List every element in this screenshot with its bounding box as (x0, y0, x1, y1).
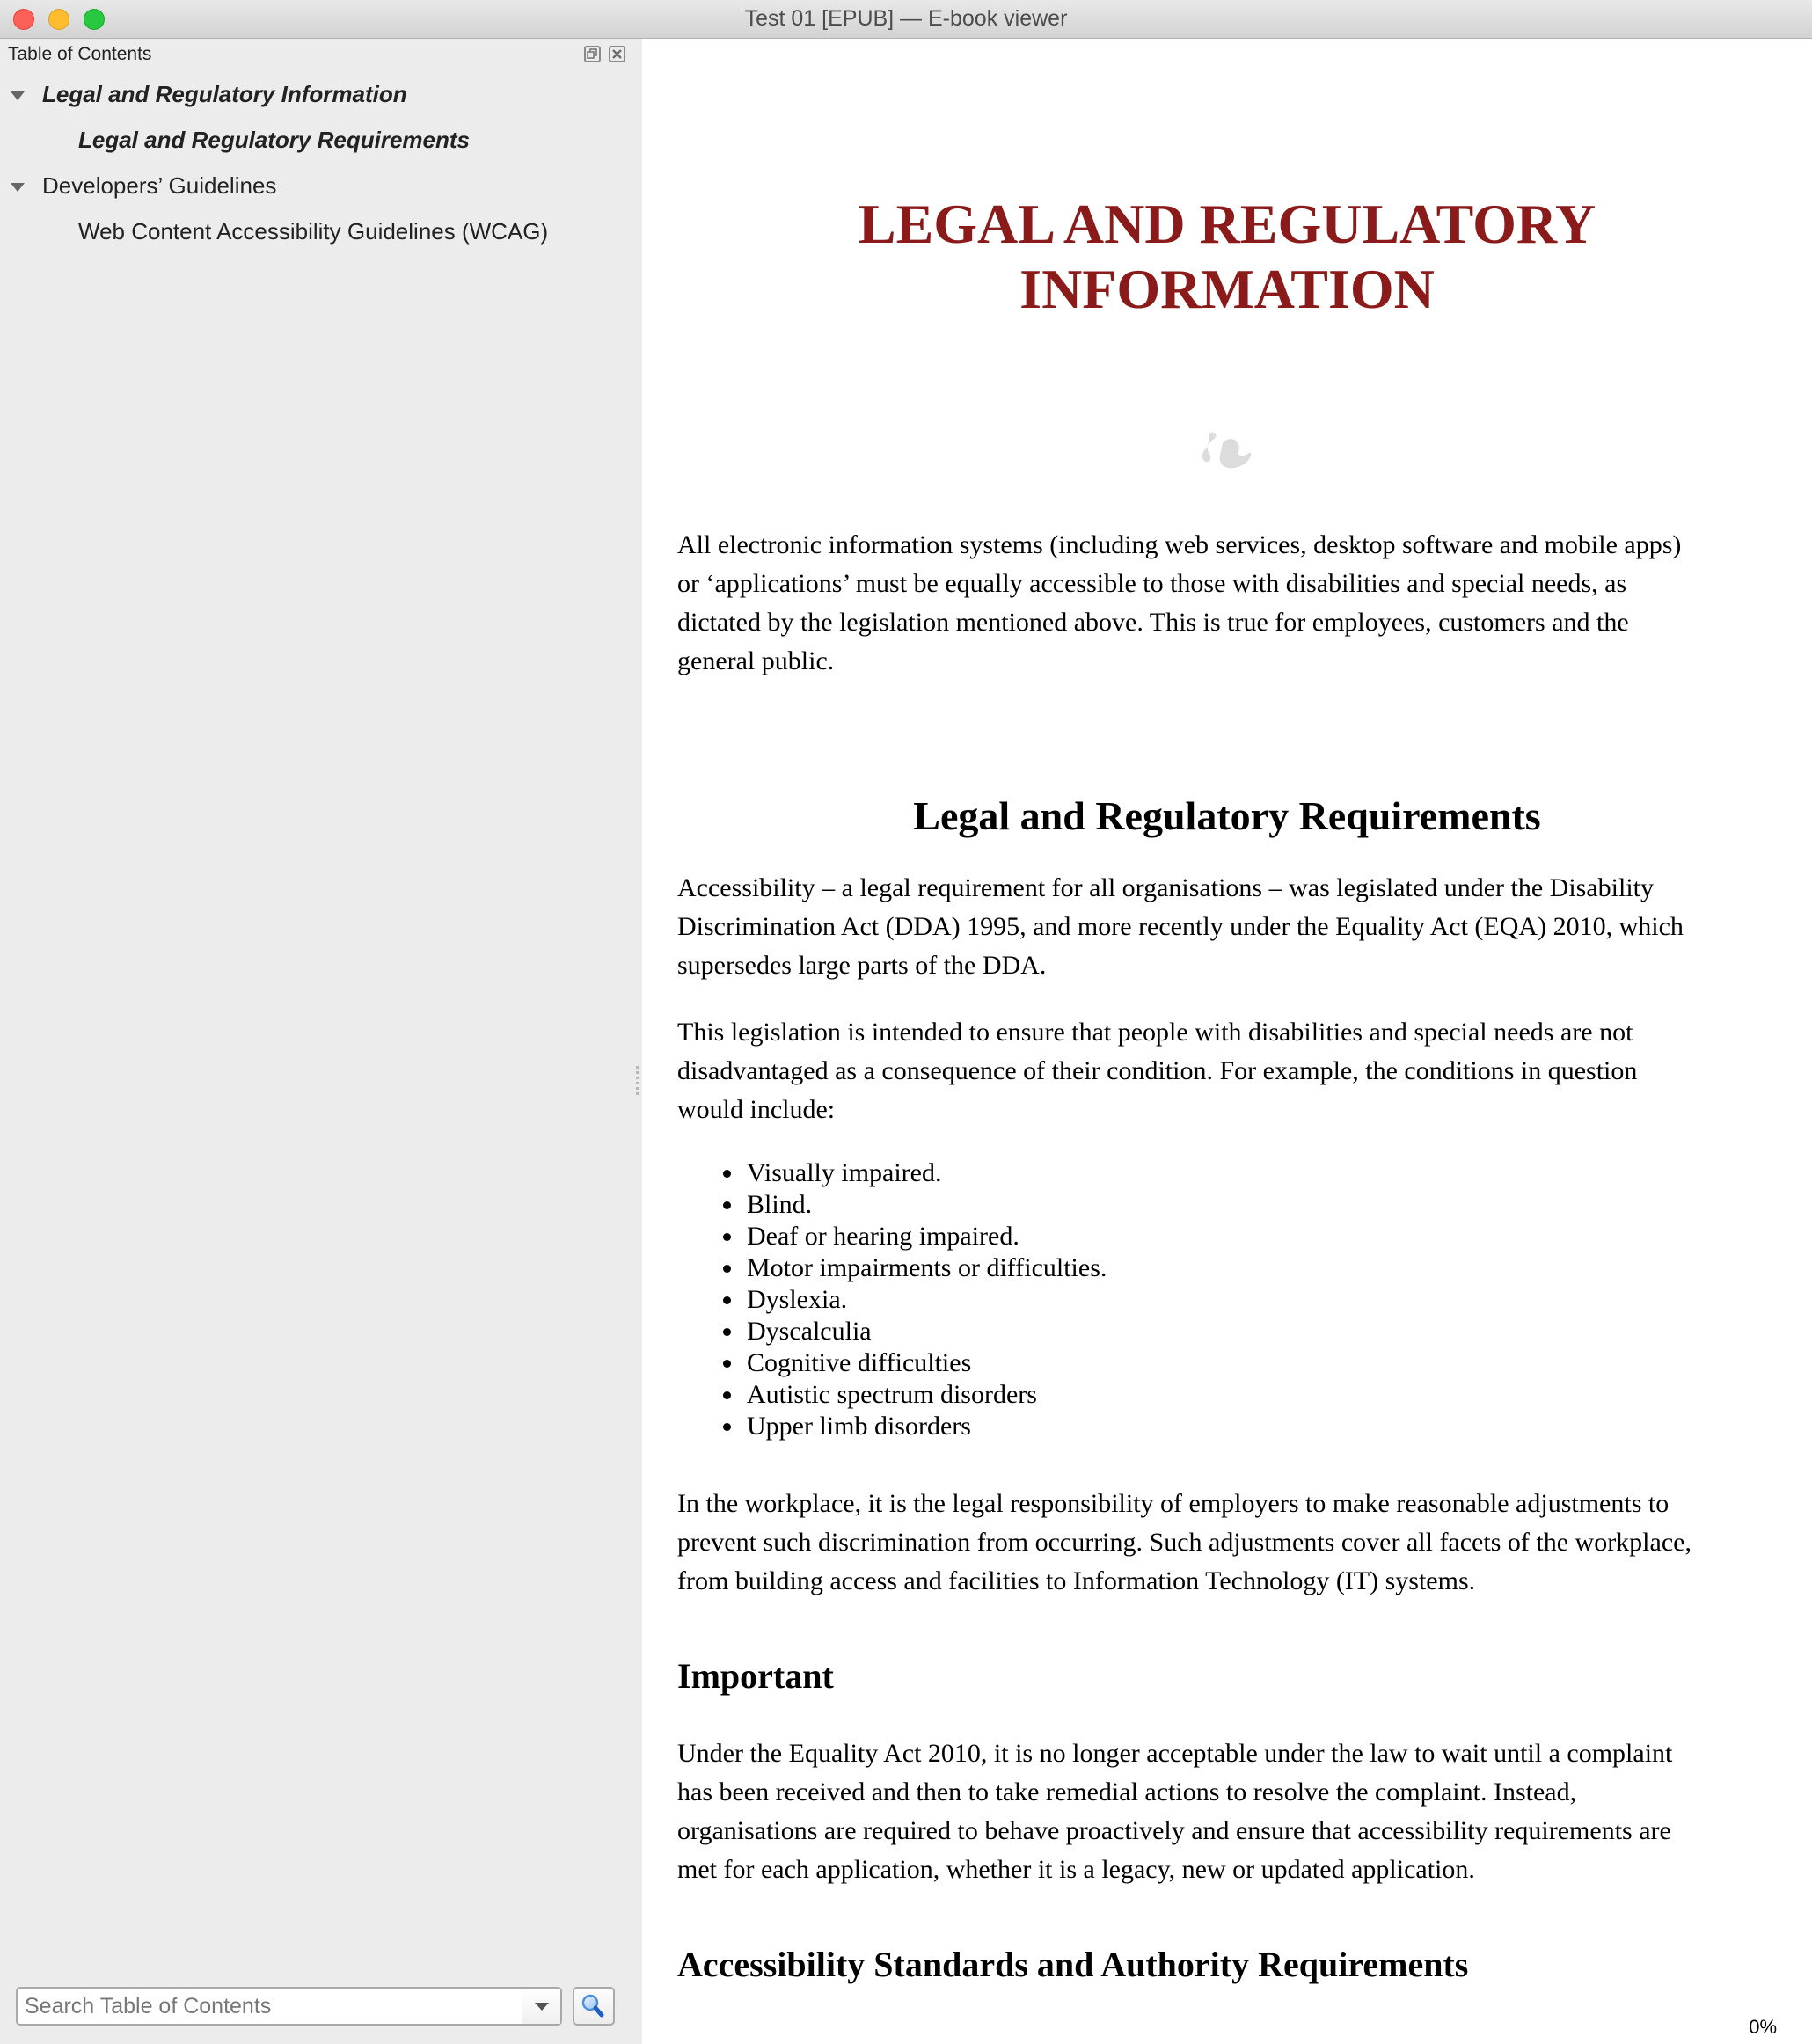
paragraph-line: or ‘applications’ must be equally accessible to those with disabilities and special needs, as (677, 569, 1627, 598)
window-titlebar (0, 0, 1812, 39)
bullet-icon (723, 1423, 731, 1431)
toc-panel (0, 39, 642, 2044)
list-item: Deaf or hearing impaired. (747, 1222, 1019, 1251)
close-panel-icon[interactable] (609, 46, 625, 62)
window-title: Test 01 [EPUB] — E-book viewer (744, 6, 1068, 31)
search-button[interactable] (573, 1987, 615, 2026)
book-content[interactable] (642, 39, 1812, 2044)
bullet-icon (723, 1328, 731, 1336)
toc-search-box (16, 1987, 562, 2026)
paragraph-line: prevent such discrimination from occurring. Such adjustments cover all facets of the workplace, (677, 1528, 1691, 1557)
bullet-icon (723, 1170, 731, 1178)
chapter-title-line: LEGAL AND REGULATORY (858, 193, 1596, 255)
chapter-title-line: INFORMATION (1019, 258, 1435, 320)
expand-arrow-icon[interactable] (11, 183, 25, 192)
paragraph-line: This legislation is intended to ensure that people with disabilities and special needs are not (677, 1018, 1633, 1047)
reading-progress: 0% (1749, 2016, 1777, 2038)
magnifier-icon (574, 1989, 613, 2024)
bullet-icon (723, 1296, 731, 1304)
bullet-icon (723, 1265, 731, 1273)
toc-item-legal-info[interactable]: Legal and Regulatory Information (42, 81, 407, 107)
bullet-icon (723, 1233, 731, 1241)
paragraph-line: dictated by the legislation mentioned above. This is true for employees, customers and the (677, 608, 1629, 637)
paragraph-line: In the workplace, it is the legal responsibility of employers to make reasonable adjustments to (677, 1489, 1670, 1518)
fleuron-ornament-icon (1192, 426, 1262, 478)
toc-header-title: Table of Contents (8, 44, 152, 64)
toc-item-wcag[interactable]: Web Content Accessibility Guidelines (WCAG) (78, 218, 549, 245)
toc-search-input[interactable] (18, 1989, 521, 2024)
list-item: Dyscalculia (747, 1317, 872, 1346)
list-item: Autistic spectrum disorders (747, 1380, 1037, 1409)
paragraph-line: met for each application, whether it is a legacy, new or updated application. (677, 1855, 1475, 1884)
paragraph-line: from building access and facilities to Information Technology (IT) systems. (677, 1566, 1476, 1595)
toc-item-legal-requirements[interactable]: Legal and Regulatory Requirements (78, 127, 470, 153)
splitter-handle[interactable] (636, 1066, 639, 1098)
paragraph-line: supersedes large parts of the DDA. (677, 951, 1047, 980)
float-window-icon[interactable] (584, 46, 601, 62)
standards-heading: Accessibility Standards and Authority Requirements (677, 1945, 1469, 1984)
section-heading: Legal and Regulatory Requirements (913, 793, 1541, 838)
paragraph-line: Under the Equality Act 2010, it is no longer acceptable under the law to wait until a complaint (677, 1739, 1673, 1768)
paragraph-line: organisations are required to behave proactively and ensure that accessibility requirements are (677, 1816, 1671, 1845)
bullet-icon (723, 1360, 731, 1368)
bullet-icon (723, 1391, 731, 1399)
list-item: Dyslexia. (747, 1285, 848, 1314)
paragraph-line: general public. (677, 646, 835, 675)
expand-arrow-icon[interactable] (11, 91, 25, 100)
list-item: Visually impaired. (747, 1158, 942, 1187)
paragraph-line: All electronic information systems (including web services, desktop software and mobile apps) (677, 530, 1682, 559)
list-item: Motor impairments or difficulties. (747, 1253, 1107, 1282)
chevron-down-icon (535, 2003, 549, 2011)
paragraph-line: Accessibility – a legal requirement for all organisations – was legislated under the Disability (677, 873, 1654, 902)
list-item: Blind. (747, 1190, 813, 1219)
paragraph-line: Discrimination Act (DDA) 1995, and more recently under the Equality Act (EQA) 2010, which (677, 912, 1684, 941)
list-item: Cognitive difficulties (747, 1348, 972, 1377)
paragraph-line: has been received and then to take remedial actions to resolve the complaint. Instead, (677, 1778, 1577, 1807)
bullet-icon (723, 1201, 731, 1209)
list-item: Upper limb disorders (747, 1412, 971, 1441)
toc-item-developers-guidelines[interactable]: Developers’ Guidelines (42, 172, 277, 199)
search-history-dropdown[interactable] (522, 1989, 560, 2024)
paragraph-line: disadvantaged as a consequence of their condition. For example, the conditions in question (677, 1056, 1638, 1085)
important-heading: Important (677, 1656, 834, 1696)
paragraph-line: would include: (677, 1095, 836, 1124)
